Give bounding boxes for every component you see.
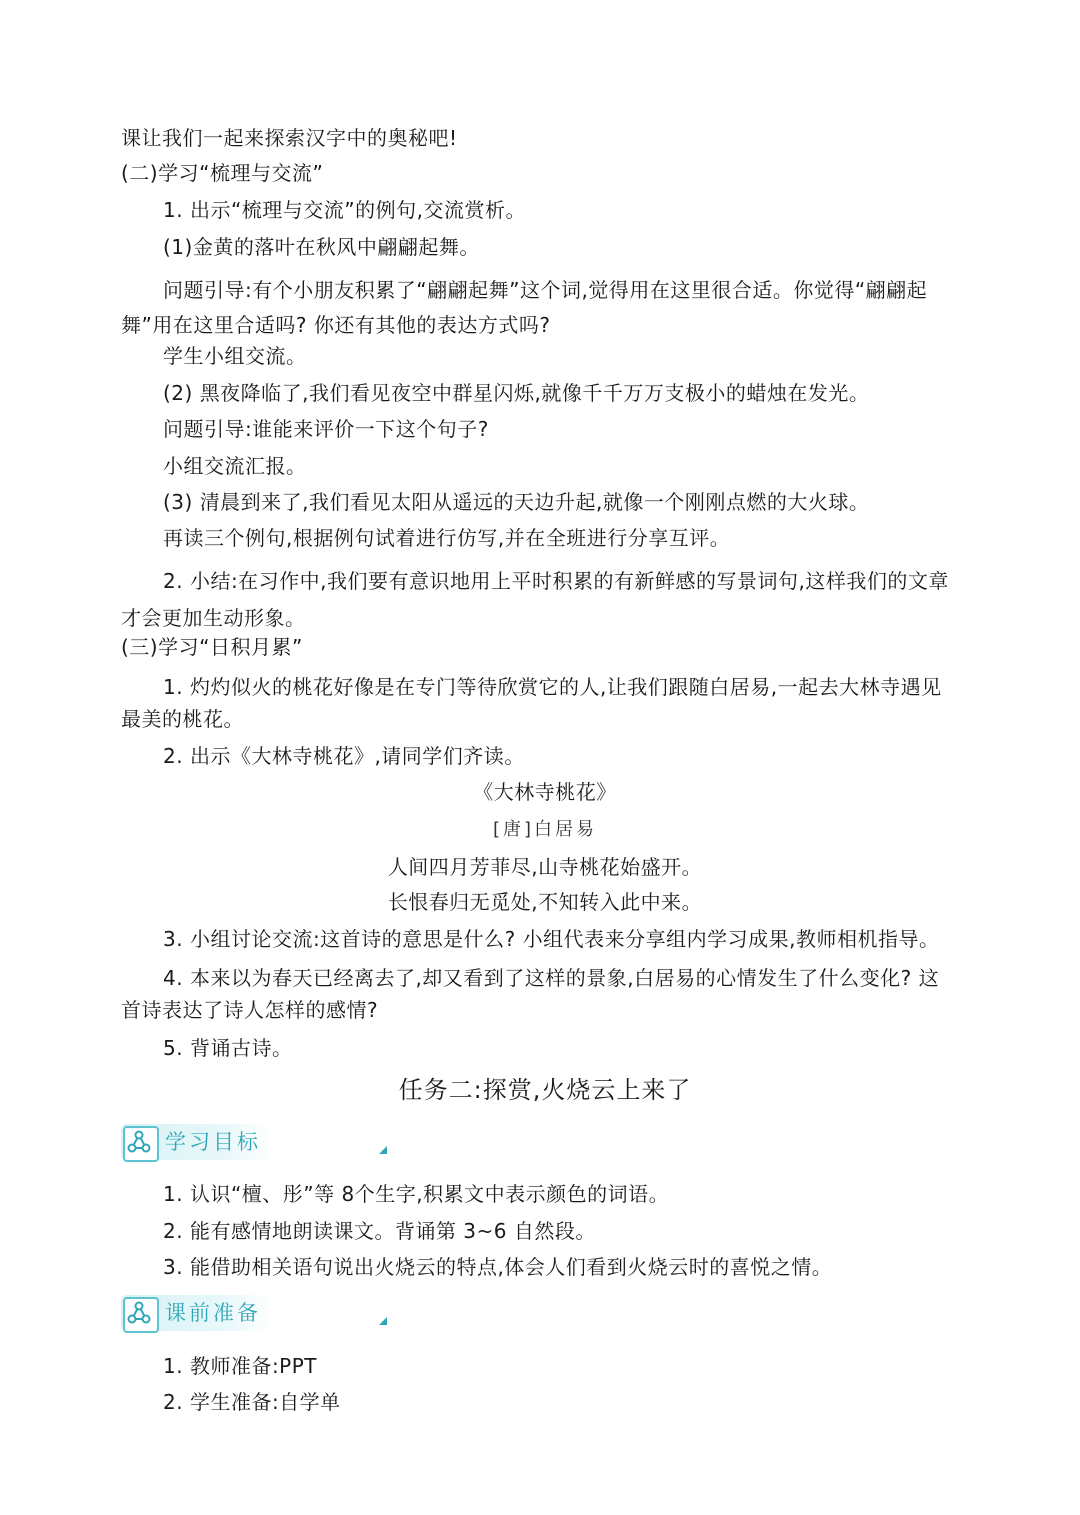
paragraph-line: 1. 灼灼似火的桃花好像是在专门等待欣赏它的人,让我们跟随白居易,一起去大林寺遇见 [163, 675, 942, 699]
poem-title: 《大林寺桃花》 [473, 780, 617, 804]
paragraph-line: 最美的桃花。 [121, 707, 244, 731]
paragraph-line: (2) 黑夜降临了,我们看见夜空中群星闪烁,就像千千万万支极小的蜡烛在发光。 [163, 381, 870, 405]
goals-section-header [121, 1124, 401, 1164]
paragraph-line: 1. 出示“梳理与交流”的例句,交流赏析。 [163, 198, 527, 222]
prep-item: 1. 教师准备:PPT [163, 1354, 318, 1378]
paragraph-line: 学生小组交流。 [163, 344, 307, 368]
poem-author: [唐]白居易 [492, 819, 598, 840]
prep-section-header [121, 1295, 401, 1335]
paragraph-line: 课让我们一起来探索汉字中的奥秘吧! [121, 126, 458, 150]
prep-item: 2. 学生准备:自学单 [163, 1390, 341, 1414]
task-title: 任务二:探赏,火烧云上来了 [398, 1076, 692, 1104]
paragraph-line: 问题引导:有个小朋友积累了“翩翩起舞”这个词,觉得用在这里很合适。你觉得“翩翩起 [163, 278, 928, 302]
paragraph-line: 舞”用在这里合适吗? 你还有其他的表达方式吗? [121, 313, 551, 337]
paragraph-line: 2. 小结:在习作中,我们要有意识地用上平时积累的有新鲜感的写景词句,这样我们的文章 [163, 569, 949, 593]
paragraph-line: 小组交流汇报。 [163, 454, 307, 478]
goal-item: 1. 认识“檀、彤”等 8个生字,积累文中表示颜色的词语。 [163, 1182, 670, 1206]
poem-line: 人间四月芳菲尽,山寺桃花始盛开。 [387, 855, 703, 879]
section-label: 课前准备 [165, 1301, 261, 1325]
paragraph-line: 首诗表达了诗人怎样的感情? [121, 998, 379, 1022]
paragraph-line: 才会更加生动形象。 [121, 606, 306, 630]
paragraph-line: 4. 本来以为春天已经离去了,却又看到了这样的景象,白居易的心情发生了什么变化? 这 [163, 966, 940, 990]
paragraph-line: 5. 背诵古诗。 [163, 1036, 293, 1060]
section-label: 学习目标 [165, 1130, 261, 1154]
corner-triangle-icon [379, 1146, 387, 1154]
network-icon [123, 1126, 159, 1162]
goal-item: 2. 能有感情地朗读课文。背诵第 3~6 自然段。 [163, 1219, 596, 1243]
goal-item: 3. 能借助相关语句说出火烧云的特点,体会人们看到火烧云时的喜悦之情。 [163, 1255, 833, 1279]
poem-line: 长恨春归无觅处,不知转入此中来。 [387, 890, 703, 914]
paragraph-line: 3. 小组讨论交流:这首诗的意思是什么? 小组代表来分享组内学习成果,教师相机指导。 [163, 927, 940, 951]
paragraph-line: (3) 清晨到来了,我们看见太阳从遥远的天边升起,就像一个刚刚点燃的大火球。 [163, 490, 870, 514]
section-heading: (三)学习“日积月累” [121, 635, 303, 659]
paragraph-line: 2. 出示《大林寺桃花》,请同学们齐读。 [163, 744, 525, 768]
paragraph-line: 再读三个例句,根据例句试着进行仿写,并在全班进行分享互评。 [163, 526, 731, 550]
section-heading: (二)学习“梳理与交流” [121, 161, 324, 185]
corner-triangle-icon [379, 1317, 387, 1325]
network-icon [123, 1297, 159, 1333]
paragraph-line: 问题引导:谁能来评价一下这个句子? [163, 417, 489, 441]
paragraph-line: (1)金黄的落叶在秋风中翩翩起舞。 [163, 235, 480, 259]
